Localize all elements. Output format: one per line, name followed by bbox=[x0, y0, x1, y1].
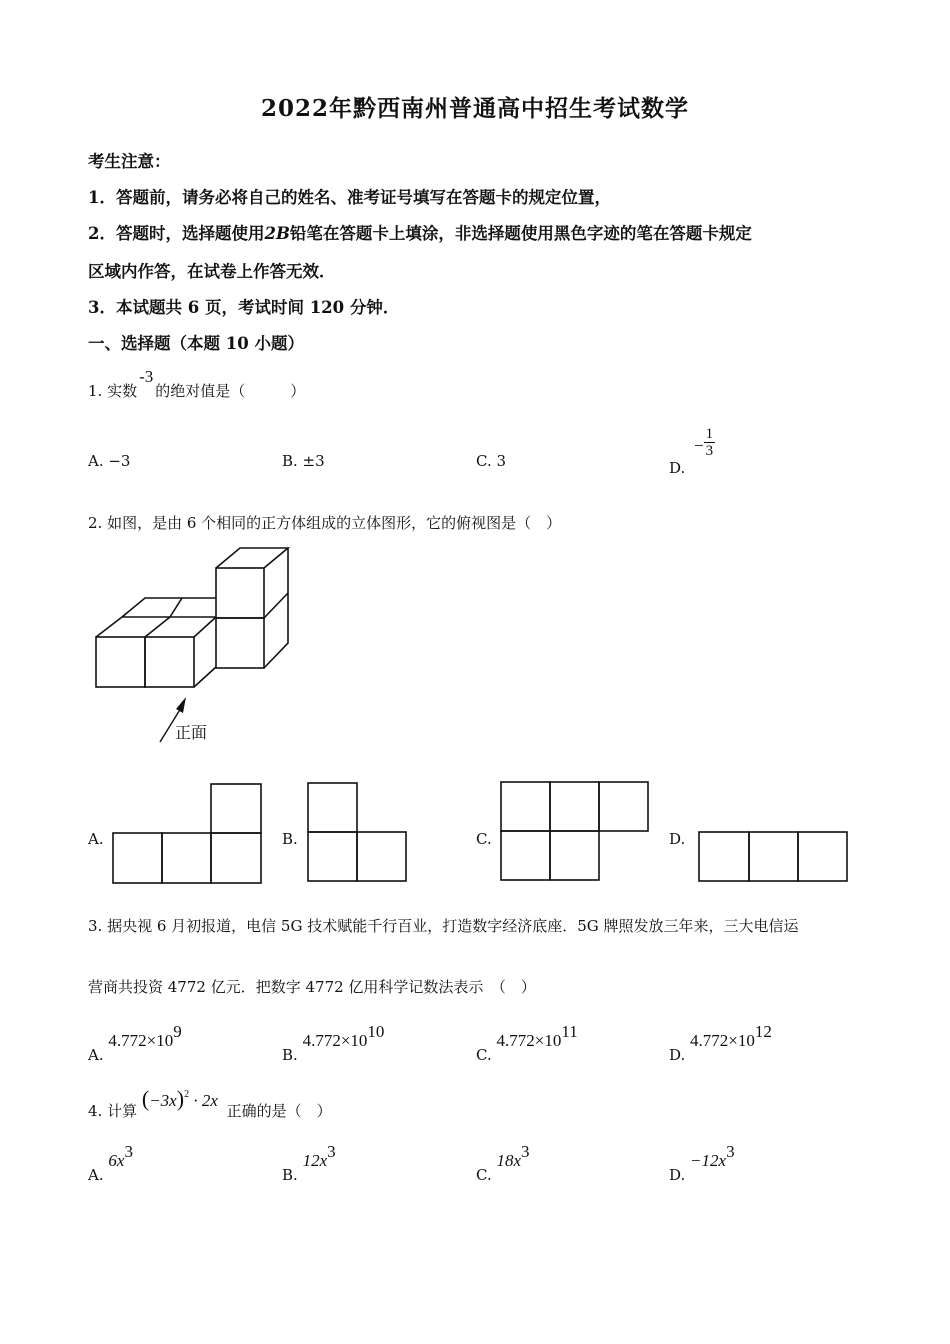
q1-option-a[interactable]: A. −3 bbox=[88, 452, 131, 470]
notice-item-2-b: 2B bbox=[264, 224, 290, 243]
q3-option-d-value: 4.772×10 bbox=[690, 1031, 755, 1050]
q4-option-b-label: B. bbox=[282, 1166, 298, 1184]
q4-prefix: 4. 计算 bbox=[88, 1102, 138, 1120]
notice-heading: 考生注意： bbox=[88, 152, 171, 171]
q1-option-d-label: D. bbox=[669, 458, 686, 477]
q2-option-d-label[interactable]: D. bbox=[669, 830, 686, 848]
q1-option-d-sign: − bbox=[694, 435, 704, 455]
q2-option-b-label[interactable]: B. bbox=[282, 830, 298, 848]
q4-option-c-exponent: 3 bbox=[521, 1142, 530, 1161]
section-heading: 一、选择题（本题 10 小题） bbox=[88, 334, 304, 353]
q3-option-d[interactable] bbox=[669, 1022, 772, 1064]
notice-item-1: 1．答题前，请务必将自己的姓名、准考证号填写在答题卡的规定位置， bbox=[88, 188, 611, 207]
q4-option-c-label: C. bbox=[476, 1166, 492, 1184]
q3-option-c[interactable] bbox=[476, 1022, 578, 1064]
q1-option-b[interactable]: B. ±3 bbox=[282, 452, 325, 470]
front-label: 正面 bbox=[175, 723, 208, 742]
question-3-line-2: 营商共投资 4772 亿元．把数字 4772 亿用科学记数法表示 （ ） bbox=[88, 978, 536, 996]
q4-option-a[interactable] bbox=[88, 1142, 133, 1184]
q3-option-c-exponent: 11 bbox=[561, 1022, 578, 1041]
q4-option-b-exponent: 3 bbox=[327, 1142, 336, 1161]
q3-option-a-value: 4.772×10 bbox=[108, 1031, 174, 1050]
notice-item-3: 3．本试题共 6 页，考试时间 120 分钟． bbox=[88, 298, 400, 317]
q4-option-a-value: 6x bbox=[108, 1151, 125, 1170]
q4-option-b[interactable] bbox=[282, 1142, 336, 1184]
q4-expression: $(-3x)^2 \cdot 2x$ bbox=[141, 1086, 218, 1111]
q4-expr-exponent: 2 bbox=[184, 1089, 190, 1100]
q1-option-c[interactable]: C. 3 bbox=[476, 452, 507, 470]
q4-option-d-label: D. bbox=[669, 1166, 686, 1184]
question-2: 2. 如图，是由 6 个相同的正方体组成的立体图形，它的俯视图是（ ） bbox=[88, 514, 562, 532]
q4-option-c[interactable] bbox=[476, 1142, 530, 1184]
q4-expr-tail: · 2x bbox=[193, 1091, 218, 1110]
question-3-line-1: 3. 据央视 6 月初报道，电信 5G 技术赋能千行百业，打造数字经济底座．5G 牌照发放三年来，三大电信运 bbox=[88, 917, 799, 935]
q1-option-d-numerator: 1 bbox=[705, 426, 714, 442]
q1-prefix: 1. 实数 bbox=[88, 382, 138, 400]
notice-item-2-c: 铅笔在答题卡上填涂，非选择题使用黑色字迹的笔在答题卡规定 bbox=[289, 224, 752, 243]
q3-option-a[interactable] bbox=[88, 1022, 182, 1064]
q1-option-d-denominator: 3 bbox=[705, 443, 714, 459]
q4-option-c-value: 18x bbox=[496, 1151, 522, 1170]
q3-option-b[interactable] bbox=[282, 1022, 385, 1064]
q4-option-d[interactable] bbox=[669, 1142, 735, 1184]
q1-expr: -3 bbox=[139, 367, 154, 386]
q4-option-d-value: −12x bbox=[690, 1151, 727, 1170]
notice-item-2-cont: 区域内作答，在试卷上作答无效． bbox=[88, 262, 336, 281]
q3-option-b-value: 4.772×10 bbox=[302, 1031, 368, 1050]
q4-option-d-exponent: 3 bbox=[726, 1142, 735, 1161]
q3-option-a-exponent: 9 bbox=[173, 1022, 182, 1041]
page-title: 2022年黔西南州普通高中招生考试数学 bbox=[260, 95, 689, 122]
q3-option-d-label: D. bbox=[669, 1046, 686, 1064]
q3-option-d-exponent: 12 bbox=[754, 1022, 772, 1041]
q3-option-b-exponent: 10 bbox=[367, 1022, 385, 1041]
question-4 bbox=[88, 1086, 332, 1120]
q3-option-a-label: A. bbox=[88, 1046, 104, 1064]
q4-option-a-exponent: 3 bbox=[124, 1142, 133, 1161]
q2-option-c-label[interactable]: C. bbox=[476, 830, 492, 848]
q3-option-b-label: B. bbox=[282, 1046, 298, 1064]
notice-item-2-a: 2．答题时，选择题使用 bbox=[88, 224, 265, 243]
q4-suffix: 正确的是（ ） bbox=[226, 1102, 332, 1120]
q3-option-c-label: C. bbox=[476, 1046, 492, 1064]
q2-option-a-label[interactable]: A. bbox=[88, 830, 104, 848]
q3-option-c-value: 4.772×10 bbox=[496, 1031, 562, 1050]
q1-suffix: 的绝对值是（ ） bbox=[155, 382, 306, 400]
q4-option-a-label: A. bbox=[88, 1166, 104, 1184]
q4-option-b-value: 12x bbox=[302, 1151, 328, 1170]
q4-expr-inner: −3x bbox=[149, 1091, 177, 1110]
